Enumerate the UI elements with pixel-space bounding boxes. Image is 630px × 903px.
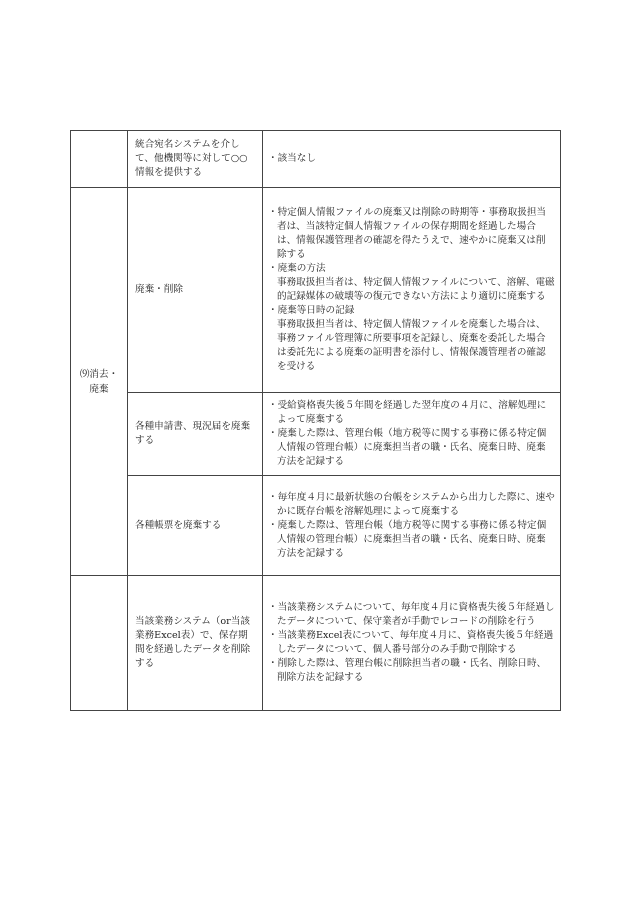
- detail-bullet: ・受給資格喪失後５年間を経過した翌年度の４月に、溶解処理によって廃棄する: [268, 400, 547, 425]
- disposal-table: [70, 130, 561, 711]
- item-cell: [128, 576, 263, 711]
- item-cell: [128, 393, 263, 476]
- detail-subtext: 事務取扱担当者は、特定個人情報ファイルについて、溶解、電磁的記録媒体の破壊等の復元できない方法により適切に廃棄する: [277, 277, 555, 302]
- table-row-application-forms: [71, 393, 561, 476]
- section-cell-disposal: [71, 188, 128, 576]
- details-cell: [263, 476, 561, 576]
- detail-bullet: ・毎年度４月に最新状態の台帳をシステムから出力した際に、速やかに既存台帳を溶解処理によって廃棄する: [268, 491, 555, 517]
- section-cell: [71, 576, 128, 711]
- detail-bullet: ・廃棄した際は、管理台帳（地方税等に関する事務に係る特定個人情報の管理台帳）に廃棄担当者の職・氏名、廃棄日時、廃棄方法を記録する: [268, 519, 547, 559]
- table-row-system-data: [71, 576, 561, 711]
- detail-subtext: 事務取扱担当者は、特定個人情報ファイルを廃棄した場合は、事務ファイル管理簿に所要事項を記録し、廃棄を委託した場合は委託先による廃棄の証明書を添付し、情報保護管理者の確認を受ける: [277, 319, 546, 372]
- section-cell: [71, 131, 128, 188]
- detail-bullet: ・廃棄の方法: [268, 263, 326, 274]
- item-text: 廃棄・削除: [135, 284, 183, 295]
- details-cell: [263, 393, 561, 476]
- detail-bullet: ・廃棄等日時の記録: [268, 305, 355, 316]
- details-cell: [263, 576, 561, 711]
- table-row-disposal-deletion: [71, 188, 561, 393]
- detail-text: ・該当なし: [268, 153, 316, 164]
- detail-bullet: ・廃棄した際は、管理台帳（地方税等に関する事務に係る特定個人情報の管理台帳）に廃棄担当者の職・氏名、廃棄日時、廃棄方法を記録する: [268, 428, 547, 467]
- section-label: ⑼消去・ 廃棄: [79, 368, 119, 395]
- item-text: 統合宛名システムを介して、他機関等に対して○○情報を提供する: [135, 139, 248, 178]
- item-text: 当該業務システム（or当該業務Excel表）で、保存期間を経過したデータを削除する: [135, 616, 251, 669]
- details-cell: [263, 131, 561, 188]
- item-text: 各種帳票を廃棄する: [135, 519, 222, 531]
- table-row-ledgers: [71, 476, 561, 576]
- detail-bullet: ・当該業務システムについて、毎年度４月に資格喪失後５年経過したデータについて、保守業者が手動でレコードの削除を行う: [268, 602, 555, 627]
- detail-bullet: ・特定個人情報ファイルの廃棄又は削除の時期等・事務取扱担当者は、当該特定個人情報ファイルの保存期間を経過した場合は、情報保護管理者の確認を得たうえで、速やかに廃棄又は削除する: [268, 207, 547, 260]
- item-text: 各種申請書、現況届を廃棄する: [135, 421, 251, 446]
- item-cell: [128, 476, 263, 576]
- table-row-provide-info: [71, 131, 561, 188]
- item-cell: [128, 188, 263, 393]
- item-cell: [128, 131, 263, 188]
- detail-bullet: ・削除した際は、管理台帳に削除担当者の職・氏名、削除日時、削除方法を記録する: [268, 658, 547, 683]
- details-cell: [263, 188, 561, 393]
- detail-bullet: ・当該業務Excel表について、毎年度４月に、資格喪失後５年経過したデータについて、個人番号部分のみ手動で削除する: [268, 630, 554, 655]
